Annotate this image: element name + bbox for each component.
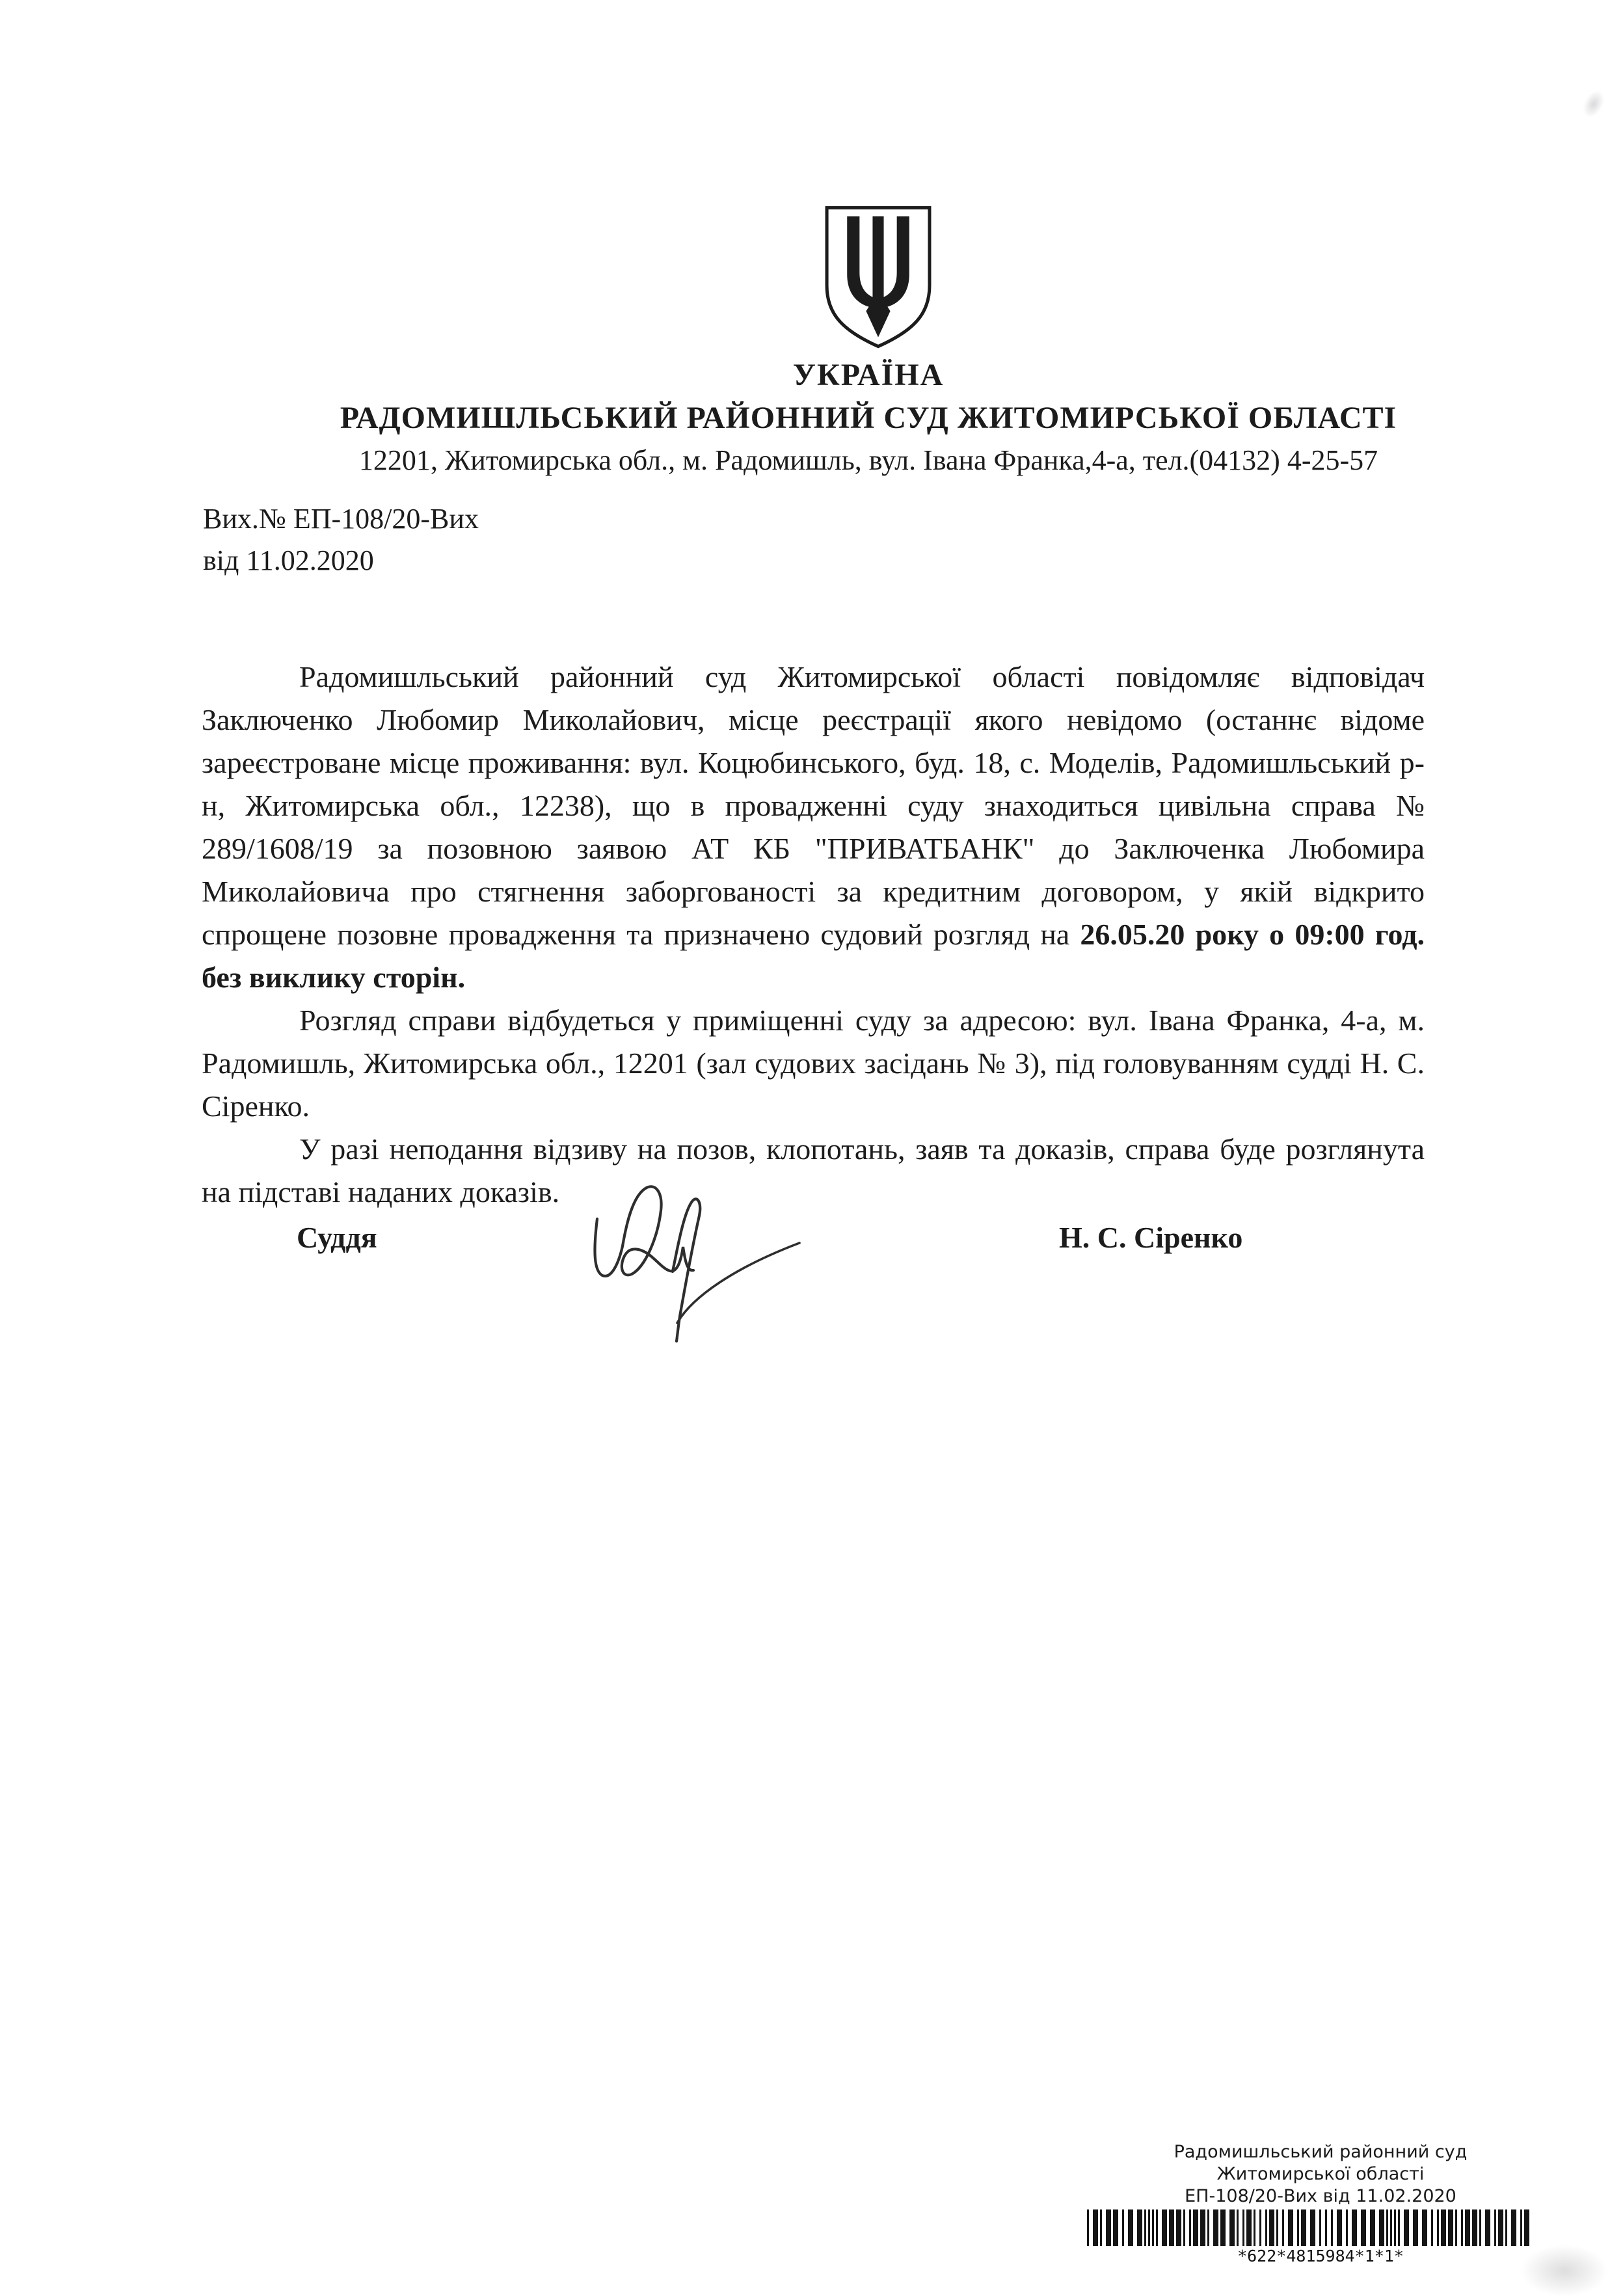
body-paragraph-1	[202, 656, 1425, 999]
ukraine-trident-emblem-icon	[821, 202, 935, 353]
country-name: УКРАЇНА	[792, 358, 945, 392]
judge-role-label: Суддя	[297, 1221, 377, 1254]
hearing-date-emphasis: 26.05.20 року о 09:00 год. без виклику сторін.	[202, 918, 1425, 994]
judge-name: Н. С. Сіренко	[1059, 1221, 1243, 1254]
court-name: РАДОМИШЛЬСЬКИЙ РАЙОННИЙ СУД ЖИТОМИРСЬКОЇ ОБЛАСТІ	[340, 401, 1397, 435]
court-address: 12201, Житомирська обл., м. Радомишль, вул. Івана Франка,4-а, тел.(04132) 4-25-57	[358, 444, 1378, 476]
body-paragraph-2: Розгляд справи відбудеться у приміщенні суду за адресою: вул. Івана Франка, 4-а, м. Радомишль, Житомирська обл., 12201 (зал судових засідань № 3), під головуванням судді Н. С. Сіренко.	[202, 1004, 1425, 1123]
outgoing-number: Вих.№ ЕП-108/20-Вих	[203, 503, 479, 535]
barcode-value: *622*4815984*1*1*	[1237, 2247, 1404, 2265]
reference-block	[203, 498, 479, 581]
notice-body	[202, 656, 1425, 1214]
paragraph-1-text: Радомишльський районний суд Житомирської області повідомляє відповідач Заключенко Любомир Миколайович, місце реєстрації якого невідомо (останнє відоме зареєстроване місце проживання: вул. Коцюбинського, буд. 18, с. Моделів, Радомишльський р-н, Житомирська обл., 12238), що в провадженні суду знаходиться цивільна справа № 289/1608/19 за позовною заявою АТ КБ "ПРИВАТБАНК" до Заключенка Любомира Миколайовича про стягнення заборгованості за кредитним договором, у якій відкрито спрощене позовне провадження та призначено судовий розгляд на	[202, 660, 1425, 951]
stamp-doc-ref: ЕП-108/20-Вих від 11.02.2020	[1185, 2186, 1456, 2206]
stamp-court-line2: Житомирської області	[1216, 2164, 1425, 2184]
judge-signature-icon	[585, 1179, 807, 1344]
barcode	[1077, 2209, 1564, 2265]
stamp-court-line1: Радомишльський районний суд	[1174, 2142, 1468, 2162]
body-paragraph-3: У разі неподання відзиву на позов, клопотань, заяв та доказів, справа буде розглянута на підставі наданих доказів.	[202, 1132, 1425, 1208]
letterhead	[280, 356, 1457, 477]
barcode-bars	[1087, 2209, 1554, 2246]
outgoing-date: від 11.02.2020	[203, 544, 374, 576]
registration-stamp	[1077, 2141, 1564, 2265]
scan-artifact	[1579, 87, 1608, 121]
